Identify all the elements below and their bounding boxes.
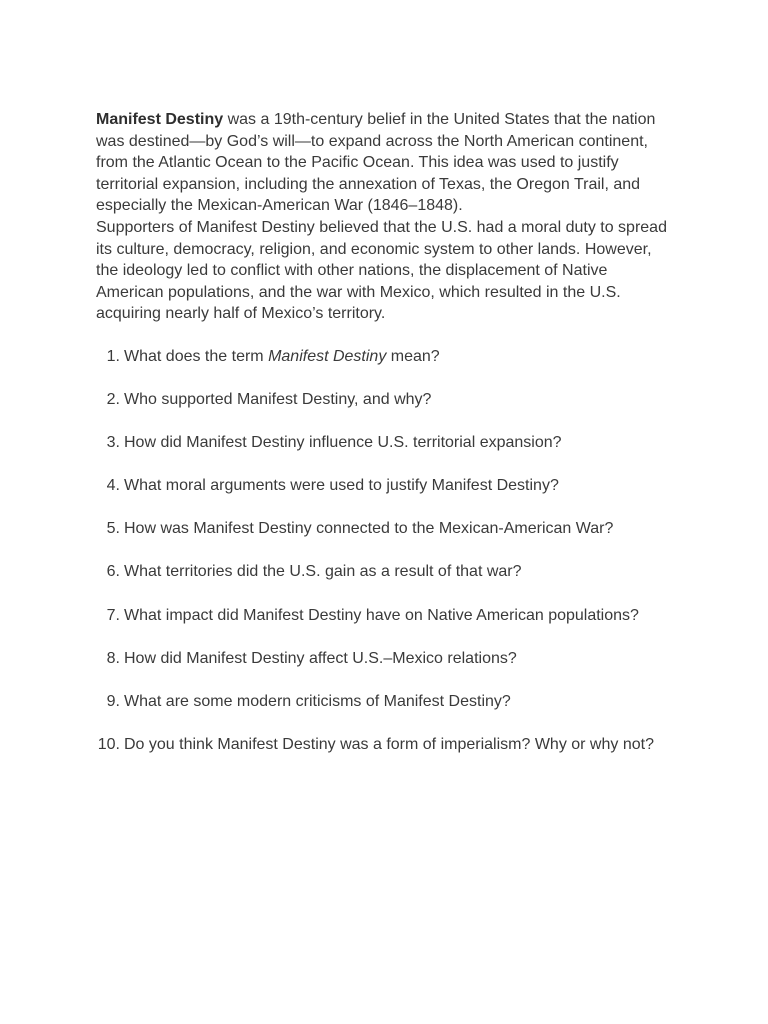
question-item [96,648,676,670]
question-text: What impact did Manifest Destiny have on Native American populations? [124,606,639,624]
question-item [96,389,676,411]
intro-paragraph-1: was a 19th-century belief in the United States that the nation was destined—by God’s will—to expand across the North American continent, from the Atlantic Ocean to the Pacific Ocean. This idea was used to justify territorial expansion, including the annexation of Texas, the Oregon Trail, and especially the Mexican-American War (1846–1848). [96,111,656,215]
question-number: 2. [106,391,120,409]
question-text: What territories did the U.S. gain as a result of that war? [124,563,522,581]
intro-text [96,109,676,325]
question-item [96,475,676,497]
question-text: What moral arguments were used to justify Manifest Destiny? [124,477,559,495]
question-item [96,734,676,756]
question-text-after: mean? [386,347,440,365]
question-item [96,691,676,713]
question-text-before: What does the term [124,347,269,365]
question-number: 1. [106,347,120,365]
question-number: 6. [106,563,120,581]
question-item [96,432,676,454]
question-number: 9. [106,692,120,710]
question-item [96,346,676,368]
question-text: How did Manifest Destiny affect U.S.–Mexico relations? [124,649,517,667]
question-list [96,346,676,755]
question-number: 3. [106,434,120,452]
question-text: Who supported Manifest Destiny, and why? [124,391,432,409]
question-number: 8. [106,649,120,667]
question-text: How was Manifest Destiny connected to the Mexican-American War? [124,520,614,538]
question-number: 5. [106,520,120,538]
question-number: 7. [106,606,120,624]
intro-term: Manifest Destiny [96,111,224,128]
question-item [96,518,676,540]
question-item [96,605,676,627]
question-number: 10. [97,735,120,753]
question-number: 4. [106,477,120,495]
question-item [96,561,676,583]
question-text: What are some modern criticisms of Manifest Destiny? [124,692,511,710]
document-body [96,109,676,777]
question-text: How did Manifest Destiny influence U.S. territorial expansion? [124,434,562,452]
intro-paragraph-2: Supporters of Manifest Destiny believed that the U.S. had a moral duty to spread its culture, democracy, religion, and economic system to other lands. However, the ideology led to conflict with other nations, the displacement of Native American populations, and the war with Mexico, which resulted in the U.S. acquiring nearly half of Mexico’s territory. [96,218,667,323]
question-emphasis: Manifest Destiny [268,347,387,365]
question-text: Do you think Manifest Destiny was a form of imperialism? Why or why not? [124,735,654,753]
question-text [124,348,440,365]
